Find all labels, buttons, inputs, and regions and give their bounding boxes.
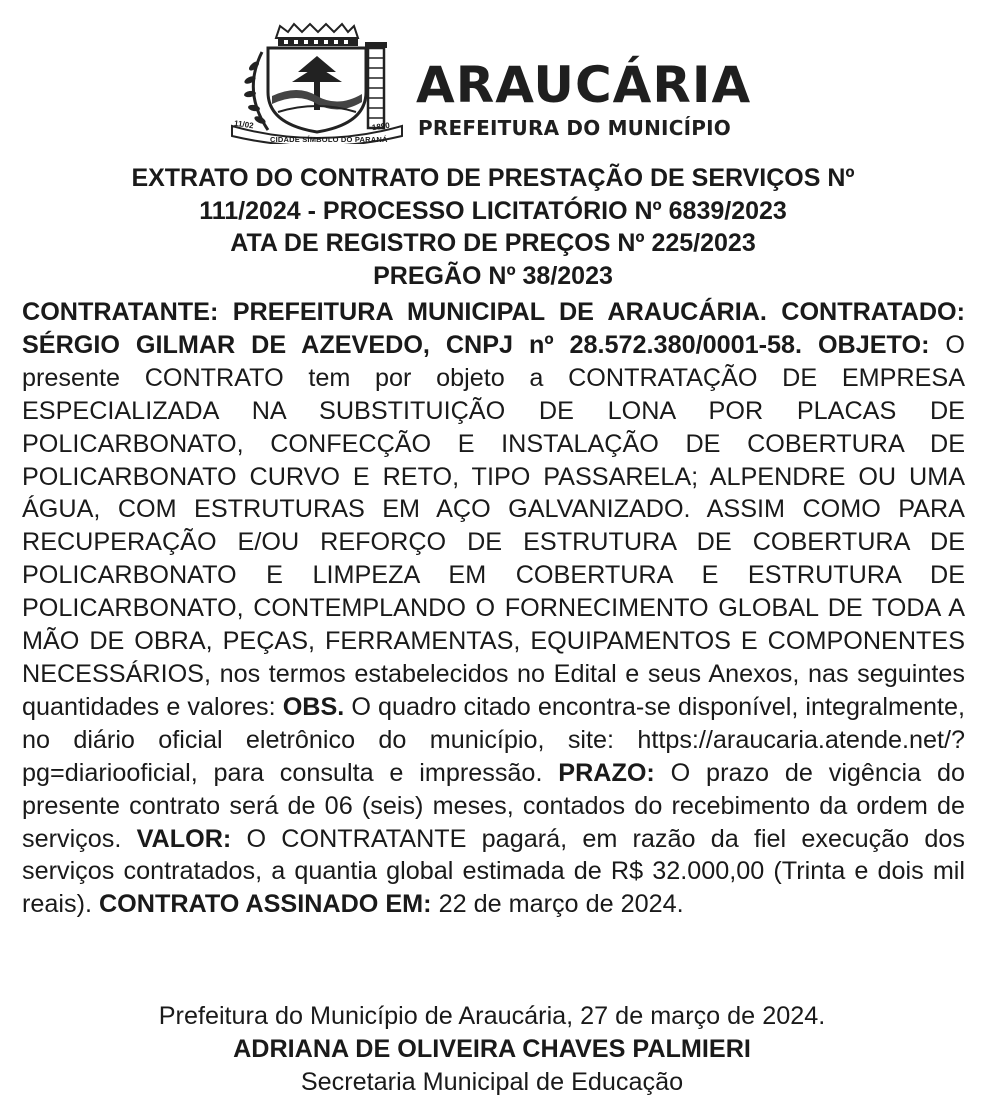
document-footer xyxy=(0,1000,984,1099)
document-title xyxy=(20,162,966,292)
title-line: PREGÃO Nº 38/2023 xyxy=(373,261,613,290)
obs-text: O quadro citado encontra-se disponível, integralmente, no diário oficial eletrônico do município, site: https://araucaria.atende.net/?pg=diariooficial, para consulta e impressão. xyxy=(22,692,965,787)
assinado-label: CONTRATO ASSINADO EM: xyxy=(98,890,432,919)
signer-name: ADRIANA DE OLIVEIRA CHAVES PALMIERI xyxy=(233,1035,751,1063)
contratante-label: CONTRATANTE: xyxy=(22,298,219,326)
objeto-tail: , nos termos estabelecidos no Edital e seus Anexos, nas seguintes quantidades e valores: xyxy=(22,659,965,721)
valor-text: O CONTRATANTE pagará, em razão da fiel execução dos serviços contratados, a quantia global estimada de R$ 32.000,00 (Trinta e dois mil reais). xyxy=(22,824,966,919)
signer-role: Secretaria Municipal de Educação xyxy=(300,1068,684,1096)
title-line: EXTRATO DO CONTRATO DE PRESTAÇÃO DE SERVIÇOS Nº xyxy=(131,164,855,192)
assinado-text: 22 de março de 2024. xyxy=(438,890,684,919)
brand-subtitle: PREFEITURA DO MUNICÍPIO xyxy=(418,116,731,140)
objeto-text: O presente CONTRATO tem por objeto a CONTRATAÇÃO DE EMPRESA ESPECIALIZADA NA SUBSTITUIÇÃO DE LONA POR PLACAS DE POLICARBONATO, CONFECÇÃO E INSTALAÇÃO DE COBERTURA DE POLICARBONATO CURVO E RETO, TIPO PASSARELA; ALPENDRE OU UMA ÁGUA, COM ESTRUTURAS EM AÇO GALVANIZADO. ASSIM COMO PARA RECUPERAÇÃO E/OU REFORÇO DE ESTRUTURA DE COBERTURA DE POLICARBONATO E LIMPEZA EM COBERTURA E ESTRUTURA DE POLICARBONATO, CONTEMPLANDO O FORNECIMENTO GLOBAL DE TODA A MÃO DE OBRA, PEÇAS, FERRAMENTAS, EQUIPAMENTOS E COMPONENTES NECESSÁRIOS xyxy=(22,330,966,688)
contratante-value: PREFEITURA MUNICIPAL DE ARAUCÁRIA. xyxy=(232,298,767,326)
crest-right-year: 1890 xyxy=(371,120,391,133)
contratado-value: SÉRGIO GILMAR DE AZEVEDO, CNPJ nº 28.572.380/0001-58. xyxy=(22,330,803,359)
valor-label: VALOR: xyxy=(136,824,232,853)
prazo-label: PRAZO: xyxy=(558,758,655,787)
place-date: Prefeitura do Município de Araucária, 27 de março de 2024. xyxy=(158,1002,826,1030)
crest-left-date: 11/02 xyxy=(233,118,255,131)
contratado-label: CONTRATADO: xyxy=(781,298,966,326)
title-line: ATA DE REGISTRO DE PREÇOS Nº 225/2023 xyxy=(230,229,756,257)
brand-name: ARAUCÁRIA xyxy=(416,56,752,114)
prazo-text: O prazo de vigência do presente contrato será de 06 (seis) meses, contados do recebimento da ordem de serviços. xyxy=(22,758,965,853)
crest-banner-text: CIDADE SÍMBOLO DO PARANÁ xyxy=(270,135,388,144)
page-header xyxy=(0,22,984,150)
title-line: 111/2024 - PROCESSO LICITATÓRIO Nº 6839/2023 xyxy=(199,196,787,225)
obs-label: OBS. xyxy=(282,692,345,721)
objeto-label: OBJETO: xyxy=(817,330,930,359)
contract-body xyxy=(22,296,965,921)
